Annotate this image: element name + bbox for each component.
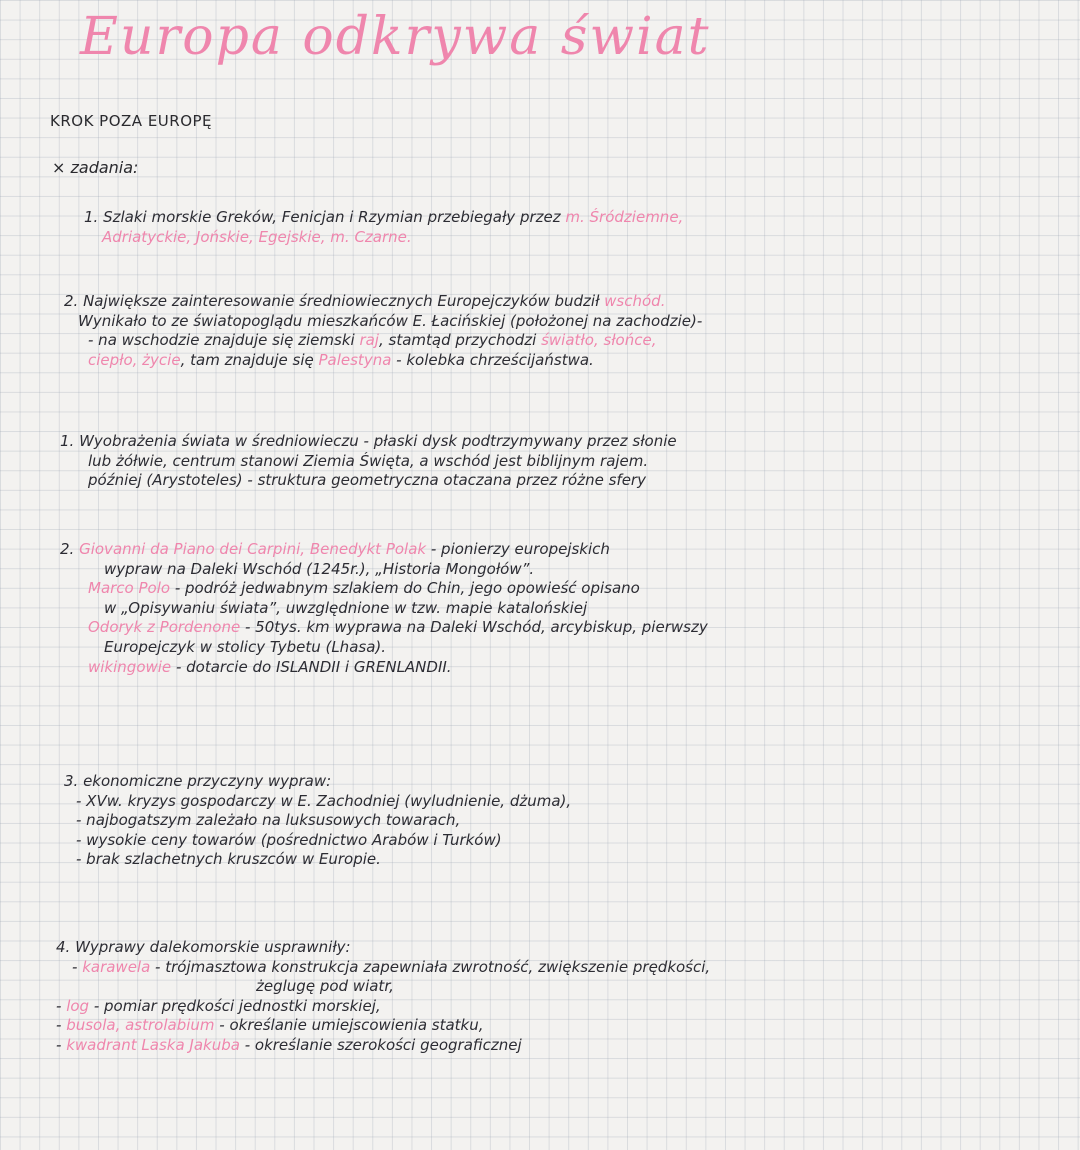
text: Europejczyk w stolicy Tybetu (Lhasa). (104, 637, 387, 656)
note-line (60, 540, 1035, 560)
note-line (56, 1016, 1031, 1036)
section-heading: KROK POZA EUROPĘ (50, 112, 213, 130)
note-block-1 (84, 208, 1059, 247)
note-line (64, 351, 1039, 371)
highlight-text: Marco Polo (88, 579, 171, 598)
text: - dotarcie do ISLANDII i GRENLANDII. (171, 657, 452, 676)
text: 2. Największe zainteresowanie średniowiecznych Europejczyków budził (64, 292, 605, 310)
text: - pionierzy europejskich (426, 540, 610, 558)
highlight-text: karawela (82, 957, 151, 976)
text: - najbogatszym zależało na luksusowych towarach, (76, 811, 461, 830)
text: 1. Wyobrażenia świata w średniowieczu - płaski dysk podtrzymywany przez słonie (60, 432, 677, 450)
text: - (56, 1035, 67, 1054)
note-line (60, 560, 1035, 580)
highlight-text: log (66, 996, 90, 1015)
highlight-text: raj (359, 331, 379, 350)
note-line (60, 452, 1035, 472)
note-line (64, 831, 1039, 851)
note-block-2 (64, 292, 1039, 370)
note-line (60, 579, 1035, 599)
highlight-text: Palestyna (318, 350, 392, 369)
note-line (84, 208, 1059, 228)
note-line (60, 638, 1035, 658)
text: , stamtąd przychodzi (378, 331, 542, 350)
text: wypraw na Daleki Wschód (1245r.), „Historia Mongołów”. (104, 559, 535, 578)
text: - określanie umiejscowienia statku, (214, 1016, 484, 1035)
note-line (56, 997, 1031, 1017)
tasks-label: × zadania: (52, 158, 139, 177)
text: w „Opisywaniu świata”, uwzględnione w tzw. mapie katalońskiej (104, 598, 588, 617)
text: - określanie szerokości geograficznej (239, 1035, 522, 1054)
text: Wynikało to ze światopoglądu mieszkańców E. Łacińskiej (położonej na zachodzie)- (78, 311, 703, 330)
note-line (60, 471, 1035, 491)
note-line (64, 312, 1039, 332)
note-line (56, 977, 1031, 997)
text: 2. (60, 540, 80, 558)
note-line (60, 432, 1035, 452)
text: - na wschodzie znajduje się ziemski (88, 331, 360, 350)
note-line (56, 938, 1031, 958)
text: - wysokie ceny towarów (pośrednictwo Arabów i Turków) (76, 830, 502, 849)
text: 3. ekonomiczne przyczyny wypraw: (64, 772, 332, 790)
note-line (64, 811, 1039, 831)
highlight-text: Adriatyckie, Jońskie, Egejskie, m. Czarne. (102, 227, 412, 246)
note-line (60, 658, 1035, 678)
text: 1. Szlaki morskie Greków, Fenicjan i Rzymian przebiegały przez (84, 208, 566, 226)
note-line (84, 228, 1059, 248)
note-line (56, 1036, 1031, 1056)
highlight-text: kwadrant (66, 1035, 137, 1054)
highlight-text: wschód. (604, 292, 666, 310)
note-block-3 (60, 432, 1035, 491)
note-block-5 (64, 772, 1039, 870)
highlight-text: Odoryk z Pordenone (88, 618, 241, 637)
page-title: Europa odkrywa świat (80, 7, 711, 67)
note-line (64, 792, 1039, 812)
highlight-text: busola, astrolabium (66, 1016, 215, 1035)
highlight-text: Laska Jakuba (141, 1035, 240, 1054)
text: lub żółwie, centrum stanowi Ziemia Święta, a wschód jest biblijnym rajem. (88, 451, 649, 470)
note-line (60, 618, 1035, 638)
note-block-6 (56, 938, 1031, 1056)
text: 4. Wyprawy dalekomorskie usprawniły: (56, 938, 351, 956)
note-block-4 (60, 540, 1035, 677)
text: żeglugę pod wiatr, (256, 977, 394, 996)
text: , tam znajduje się (180, 350, 319, 369)
text: - (56, 1016, 67, 1035)
highlight-text: m. Śródziemne, (565, 208, 684, 226)
note-line (64, 850, 1039, 870)
text: - pomiar prędkości jednostki morskiej, (89, 996, 381, 1015)
text: - XVw. kryzys gospodarczy w E. Zachodniej (wyludnienie, dżuma), (76, 791, 572, 810)
text: - (72, 957, 83, 976)
text: - kolebka chrześcijaństwa. (391, 350, 594, 369)
note-line (64, 292, 1039, 312)
note-line (60, 599, 1035, 619)
highlight-text: wikingowie (88, 657, 172, 676)
note-line (64, 772, 1039, 792)
text: - podróż jedwabnym szlakiem do Chin, jego opowieść opisano (170, 579, 640, 598)
note-line (56, 958, 1031, 978)
text: - 50tys. km wyprawa na Daleki Wschód, arcybiskup, pierwszy (240, 618, 708, 637)
highlight-text: Giovanni da Piano dei Carpini, Benedykt Polak (79, 540, 427, 558)
text: później (Arystoteles) - struktura geometryczna otaczana przez różne sfery (88, 471, 646, 490)
text: - (56, 996, 67, 1015)
note-line (64, 331, 1039, 351)
text: - trójmasztowa konstrukcja zapewniała zwrotność, zwiększenie prędkości, (150, 957, 711, 976)
text: - brak szlachetnych kruszców w Europie. (76, 850, 381, 869)
highlight-text: światło, słońce, (541, 331, 657, 350)
highlight-text: ciepło, życie (88, 350, 181, 369)
